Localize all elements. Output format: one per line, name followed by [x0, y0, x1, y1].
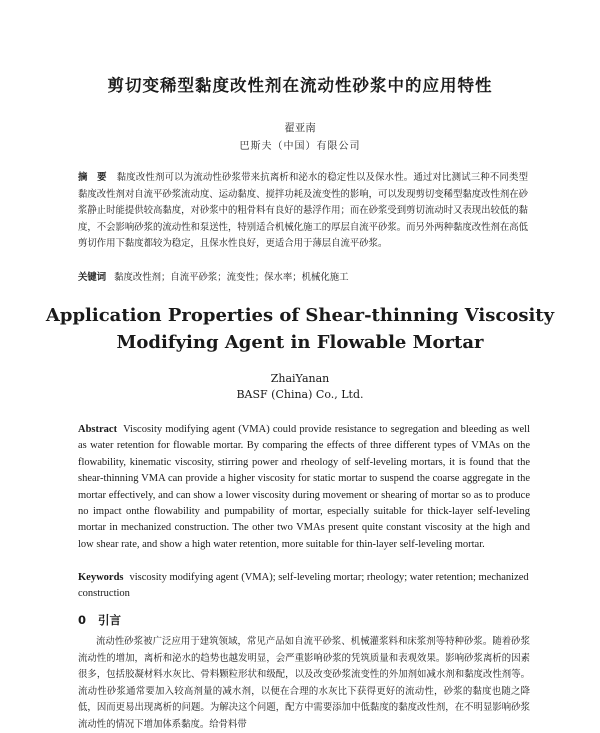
english-abstract-label: Abstract	[78, 424, 118, 435]
chinese-author: 翟亚南	[284, 122, 316, 134]
english-keywords	[78, 570, 530, 603]
chinese-keywords-text: 黏度改性剂；自流平砂浆；流变性；保水率；机械化施工	[114, 272, 349, 283]
section-title: 引言	[98, 613, 122, 627]
introduction-paragraph: 流动性砂浆被广泛应用于建筑领域，常见产品如自流平砂浆、机械灌浆料和床浆剂等特种砂浆。随着砂浆流动性的增加，离析和泌水的趋势也越发明显，会严重影响砂浆的凭筑质量和表观效果。影响砂浆离析的因素很多，包括胶凝材料水灰比、骨料颗粒形状和级配，以及改变砂浆流变性的外加剂如减水剂和黏度改性剂等。流动性砂浆通常要加入较高剂量的减水剂，以便在合理的水灰比下获得更好的流动性，砂浆的黏度也随之降低，因而更易出现离析的问题。为解决这个问题，配方中需要添加中低黏度的黏度改性剂，在不明显影响砂浆流动性的情况下增加体系黏度。给骨料带	[78, 636, 530, 730]
english-title-line-1: Application Properties of Shear-thinning Viscosity	[45, 305, 555, 326]
chinese-abstract	[78, 170, 528, 253]
english-title	[0, 302, 600, 356]
english-keywords-text: viscosity modifying agent (VMA); self-leveling mortar; rheology; water retention; mechanized construction	[78, 572, 529, 600]
chinese-title: 剪切变稀型黏度改性剂在流动性砂浆中的应用特性	[107, 76, 493, 95]
english-author: ZhaiYanan	[270, 372, 330, 385]
chinese-abstract-label: 摘 要	[78, 172, 107, 183]
english-abstract-text: Viscosity modifying agent (VMA) could provide resistance to segregation and bleeding as well as water retention for flowable mortar. By comparing the effects of three different types of VMAs on the flowability, kinematic viscosity, stirring power and rheology of self-leveling mortars, it is found that the shear-thinning VMA can provide a higher viscosity for static mortar to suspend the coarse aggregate in the mortar effectively, and can show a lower viscosity during movement or shearing of mortar so as to produce no impact onthe flowability and pumpability of mortar, especially suitable for thick-layer self-leveling mortar in mechanized construction. The other two VMAs present quite constant viscosity at the high and low shear rate, and show a high water retention, more suitable for thin-layer self-leveling mortar.	[78, 424, 530, 550]
chinese-abstract-text: 黏度改性剂可以为流动性砂浆带来抗离析和泌水的稳定性以及保水性。通过对比测试三种不同类型黏度改性剂对自流平砂浆流动度、运动黏度、搅拌功耗及流变性的影响，可以发现剪切变稀型黏度改性剂在砂浆静止时能提供较高黏度，对砂浆中的粗骨料有良好的悬浮作用；而在砂浆受到剪切流动时又表现出较低的黏度，不会影响砂浆的流动性和泵送性，特别适合机械化施工的厚层自流平砂浆。而另外两种黏度改性剂在高低剪切作用下黏度都较为稳定，且保水性良好，更适合用于薄层自流平砂浆。	[78, 172, 529, 249]
english-keywords-label: Keywords	[78, 572, 124, 583]
chinese-keywords	[78, 269, 528, 283]
chinese-keywords-label: 关键词	[78, 272, 107, 283]
english-affiliation: BASF (China) Co., Ltd.	[236, 388, 364, 401]
english-abstract	[78, 422, 530, 553]
section-number: 0	[78, 613, 87, 627]
chinese-affiliation: 巴斯夫（中国）有限公司	[239, 141, 361, 152]
section-heading	[78, 612, 121, 628]
english-title-line-2: Modifying Agent in Flowable Mortar	[116, 332, 484, 353]
